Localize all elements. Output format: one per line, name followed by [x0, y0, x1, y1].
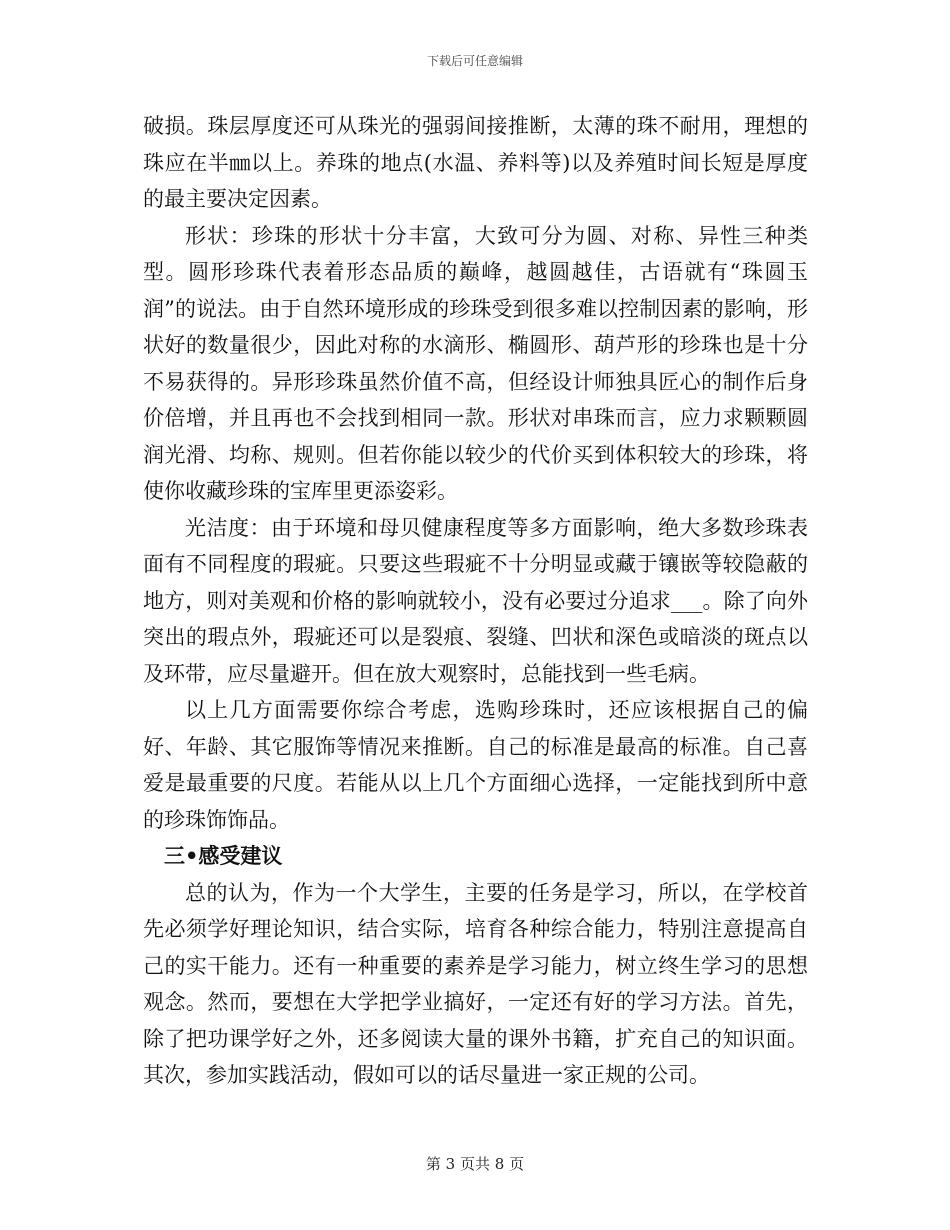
paragraph-continuation: 破损。珠层厚度还可从珠光的强弱间接推断，太薄的珠不耐用，理想的珠应在半㎜以上。养珠的地点(水温、养料等)以及养殖时间长短是厚度的最主要决定因素。	[143, 114, 808, 211]
paragraph-summary: 以上几方面需要你综合考虑，选购珍珠时，还应该根据自己的偏好、年龄、其它服饰等情况来推断。自己的标准是最高的标准。自己喜爱是最重要的尺度。若能从以上几个方面细心选择，一定能找到所中意的珍珠饰饰品。	[143, 698, 808, 832]
paragraph-luster: 光洁度：由于环境和母贝健康程度等多方面影响，绝大多数珍珠表面有不同程度的瑕疵。只要这些瑕疵不十分明显或藏于镶嵌等较隐蔽的地方，则对美观和价格的影响就较小，没有必要过分追求___。除了向外突出的瑕点外，瑕疵还可以是裂痕、裂缝、凹状和深色或暗淡的斑点以及环带，应尽量避开。但在放大观察时，总能找到一些毛病。	[143, 515, 808, 686]
paragraph-suggestions: 总的认为，作为一个大学生，主要的任务是学习，所以，在学校首先必须学好理论知识，结合实际，培育各种综合能力，特别注意提高自己的实干能力。还有一种重要的素养是学习能力，树立终生学习的思想观念。然而，要想在大学把学业搞好，一定还有好的学习方法。首先，除了把功课学好之外，还多阅读大量的课外书籍，扩充自己的知识面。其次，参加实践活动，假如可以的话尽量进一家正规的公司。	[143, 880, 808, 1087]
paragraph-shape: 形状：珍珠的形状十分丰富，大致可分为圆、对称、异性三种类型。圆形珍珠代表着形态品质的巅峰，越圆越佳，古语就有“珠圆玉润”的说法。由于自然环境形成的珍珠受到很多难以控制因素的影响，形状好的数量很少，因此对称的水滴形、椭圆形、葫芦形的珍珠也是十分不易获得的。异形珍珠虽然价值不高，但经设计师独具匠心的制作后身价倍增，并且再也不会找到相同一款。形状对串珠而言，应力求颗颗圆润光滑、均称、规则。但若你能以较少的代价买到体积较大的珍珠，将使你收藏珍珠的宝库里更添姿彩。	[143, 223, 808, 503]
section-heading: 三•感受建议	[164, 844, 283, 868]
page-footer: 第 3 页共 8 页	[425, 1155, 525, 1173]
page-header: 下载后可任意编辑	[426, 54, 523, 68]
document-body	[143, 108, 808, 1094]
